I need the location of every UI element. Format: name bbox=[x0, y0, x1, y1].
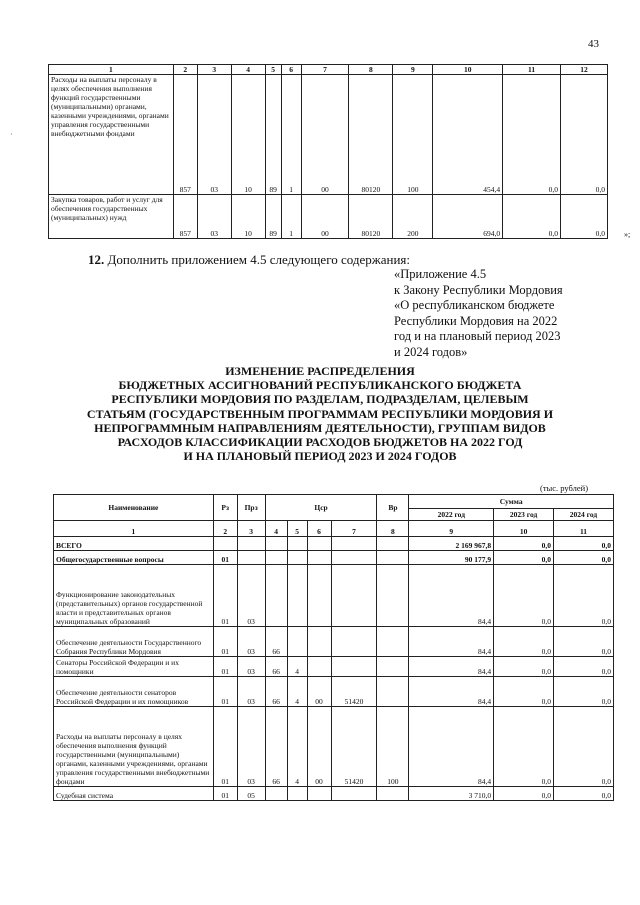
row-name: Сенаторы Российской Федерации и их помощники bbox=[54, 657, 214, 677]
cell: 1 bbox=[281, 195, 301, 239]
cell bbox=[265, 565, 287, 627]
cell: 0,0 bbox=[554, 787, 614, 801]
cell: 66 bbox=[265, 657, 287, 677]
cell: 0,0 bbox=[503, 75, 561, 195]
cell: 84,4 bbox=[409, 627, 494, 657]
col-header: 11 bbox=[503, 65, 561, 75]
col-number: 4 bbox=[265, 521, 287, 537]
row-name: Судебная система bbox=[54, 787, 214, 801]
cell bbox=[287, 627, 307, 657]
title-line: ИЗМЕНЕНИЕ РАСПРЕДЕЛЕНИЯ bbox=[225, 364, 415, 378]
appendix-line: «Приложение 4.5 bbox=[394, 267, 487, 281]
cell bbox=[265, 537, 287, 551]
header-2022: 2022 год bbox=[409, 509, 494, 521]
row-name: Обеспечение деятельности сенаторов Российской Федерации и их помощников bbox=[54, 677, 214, 707]
cell: 84,4 bbox=[409, 677, 494, 707]
col-number: 7 bbox=[331, 521, 377, 537]
cell: 03 bbox=[237, 565, 265, 627]
table-row bbox=[54, 677, 614, 707]
cell bbox=[331, 627, 377, 657]
appendix-line: Республики Мордовия на 2022 bbox=[394, 313, 558, 328]
title-line: РЕСПУБЛИКИ МОРДОВИЯ ПО РАЗДЕЛАМ, ПОДРАЗДЕЛАМ, ЦЕЛЕВЫМ bbox=[111, 392, 529, 407]
col-number: 8 bbox=[377, 521, 409, 537]
cell: 0,0 bbox=[494, 657, 554, 677]
cell: 454,4 bbox=[433, 75, 503, 195]
cell: 66 bbox=[265, 707, 287, 787]
col-number: 5 bbox=[287, 521, 307, 537]
cell bbox=[377, 627, 409, 657]
continued-table bbox=[48, 64, 608, 239]
cell: 0,0 bbox=[494, 627, 554, 657]
item-12-paragraph bbox=[88, 252, 410, 268]
budget-table bbox=[53, 494, 614, 801]
margin-mark: · bbox=[10, 130, 13, 139]
col-header: 3 bbox=[197, 65, 231, 75]
cell bbox=[377, 551, 409, 565]
cell bbox=[377, 787, 409, 801]
cell: 00 bbox=[301, 75, 349, 195]
cell bbox=[307, 565, 331, 627]
cell: 01 bbox=[213, 707, 237, 787]
cell: 10 bbox=[231, 195, 265, 239]
cell: 01 bbox=[213, 551, 237, 565]
cell: 0,0 bbox=[554, 677, 614, 707]
cell bbox=[213, 537, 237, 551]
table-row bbox=[54, 565, 614, 627]
appendix-line: «О республиканском бюджете bbox=[394, 298, 555, 312]
cell: 03 bbox=[237, 707, 265, 787]
closing-quote: »; bbox=[624, 230, 631, 239]
cell: 01 bbox=[213, 627, 237, 657]
col-number: 2 bbox=[213, 521, 237, 537]
row-name: ВСЕГО bbox=[54, 537, 214, 551]
cell: 01 bbox=[213, 565, 237, 627]
cell: 0,0 bbox=[503, 195, 561, 239]
cell: 84,4 bbox=[409, 657, 494, 677]
cell: 0,0 bbox=[494, 537, 554, 551]
cell bbox=[307, 627, 331, 657]
cell: 84,4 bbox=[409, 565, 494, 627]
cell: 200 bbox=[393, 195, 433, 239]
col-number: 9 bbox=[409, 521, 494, 537]
row-name: Функционирование законодательных (представительных) органов государственной власти и представительных органов муниципальных образований bbox=[54, 565, 214, 627]
cell bbox=[237, 537, 265, 551]
cell: 84,4 bbox=[409, 707, 494, 787]
col-header: 4 bbox=[231, 65, 265, 75]
cell bbox=[377, 677, 409, 707]
cell: 694,0 bbox=[433, 195, 503, 239]
col-number: 11 bbox=[554, 521, 614, 537]
col-header: 10 bbox=[433, 65, 503, 75]
cell bbox=[307, 551, 331, 565]
cell: 90 177,9 bbox=[409, 551, 494, 565]
title-line: И НА ПЛАНОВЫЙ ПЕРИОД 2023 И 2024 ГОДОВ bbox=[183, 449, 457, 464]
cell: 4 bbox=[287, 657, 307, 677]
cell: 0,0 bbox=[554, 537, 614, 551]
cell: 1 bbox=[281, 75, 301, 195]
title-line: БЮДЖЕТНЫХ АССИГНОВАНИЙ РЕСПУБЛИКАНСКОГО БЮДЖЕТА bbox=[118, 378, 522, 393]
appendix-line: и 2024 годов» bbox=[394, 344, 468, 359]
cell: 0,0 bbox=[554, 627, 614, 657]
cell bbox=[377, 537, 409, 551]
header-2023: 2023 год bbox=[494, 509, 554, 521]
cell: 0,0 bbox=[494, 707, 554, 787]
cell bbox=[287, 551, 307, 565]
cell bbox=[265, 787, 287, 801]
cell bbox=[307, 537, 331, 551]
col-header: 2 bbox=[173, 65, 197, 75]
cell bbox=[307, 657, 331, 677]
col-number-row bbox=[54, 521, 614, 537]
cell: 0,0 bbox=[494, 565, 554, 627]
header-prz: Прз bbox=[237, 495, 265, 521]
table-row bbox=[54, 787, 614, 801]
col-number: 3 bbox=[237, 521, 265, 537]
cell bbox=[287, 537, 307, 551]
table-row bbox=[49, 75, 608, 195]
header-tser: Цср bbox=[265, 495, 377, 521]
table-body bbox=[54, 537, 614, 801]
cell: 0,0 bbox=[554, 707, 614, 787]
cell: 03 bbox=[237, 657, 265, 677]
cell: 80120 bbox=[349, 195, 393, 239]
cell: 0,0 bbox=[554, 657, 614, 677]
cell: 100 bbox=[377, 707, 409, 787]
cell: 05 bbox=[237, 787, 265, 801]
title-line: СТАТЬЯМ (ГОСУДАРСТВЕННЫМ ПРОГРАММАМ РЕСПУБЛИКИ МОРДОВИЯ И bbox=[86, 406, 554, 421]
document-title bbox=[40, 364, 600, 463]
cell: 01 bbox=[213, 677, 237, 707]
cell bbox=[331, 787, 377, 801]
cell: 51420 bbox=[331, 677, 377, 707]
cell: 51420 bbox=[331, 707, 377, 787]
cell: 66 bbox=[265, 627, 287, 657]
cell bbox=[287, 565, 307, 627]
header-vr: Вр bbox=[377, 495, 409, 521]
cell: 0,0 bbox=[561, 75, 608, 195]
cell bbox=[287, 787, 307, 801]
table-row bbox=[54, 627, 614, 657]
cell bbox=[237, 551, 265, 565]
units-label: (тыс. рублей) bbox=[540, 483, 589, 493]
cell: 00 bbox=[301, 195, 349, 239]
cell: 66 bbox=[265, 677, 287, 707]
item-text: Дополнить приложением 4.5 следующего содержания: bbox=[107, 252, 410, 267]
cell: 01 bbox=[213, 787, 237, 801]
cell: 4 bbox=[287, 677, 307, 707]
cell: 01 bbox=[213, 657, 237, 677]
cell: 857 bbox=[173, 75, 197, 195]
col-header: 12 bbox=[561, 65, 608, 75]
appendix-line: к Закону Республики Мордовия bbox=[394, 282, 563, 297]
table-header-row bbox=[49, 65, 608, 75]
col-header: 6 bbox=[281, 65, 301, 75]
cell bbox=[377, 565, 409, 627]
title-line: РАСХОДОВ КЛАССИФИКАЦИИ РАСХОДОВ БЮДЖЕТОВ НА 2022 ГОД bbox=[117, 435, 523, 450]
col-number: 10 bbox=[494, 521, 554, 537]
table-row bbox=[54, 551, 614, 565]
table-row bbox=[49, 195, 608, 239]
cell: 89 bbox=[265, 75, 281, 195]
row-name: Расходы на выплаты персоналу в целях обеспечения выполнения функций государственными (муниципальными) органами, казенными учреждениями, органами управления государственными внебюджетными фондами bbox=[49, 75, 174, 195]
title-line: НЕПРОГРАММНЫМ НАПРАВЛЕНИЯМ ДЕЯТЕЛЬНОСТИ), ГРУППАМ ВИДОВ bbox=[94, 420, 546, 435]
cell bbox=[331, 537, 377, 551]
cell bbox=[331, 551, 377, 565]
table-row bbox=[54, 537, 614, 551]
cell bbox=[331, 657, 377, 677]
cell: 89 bbox=[265, 195, 281, 239]
cell: 4 bbox=[287, 707, 307, 787]
page-number: 43 bbox=[588, 38, 599, 50]
col-header: 7 bbox=[301, 65, 349, 75]
cell: 0,0 bbox=[494, 551, 554, 565]
cell: 100 bbox=[393, 75, 433, 195]
col-number: 1 bbox=[54, 521, 214, 537]
cell: 0,0 bbox=[494, 677, 554, 707]
cell: 0,0 bbox=[494, 787, 554, 801]
cell: 03 bbox=[197, 75, 231, 195]
cell bbox=[265, 551, 287, 565]
cell: 03 bbox=[197, 195, 231, 239]
cell bbox=[307, 787, 331, 801]
cell: 10 bbox=[231, 75, 265, 195]
cell: 00 bbox=[307, 677, 331, 707]
col-number: 6 bbox=[307, 521, 331, 537]
col-header: 1 bbox=[49, 65, 174, 75]
header-name: Наименование bbox=[54, 495, 214, 521]
cell: 0,0 bbox=[561, 195, 608, 239]
cell bbox=[377, 657, 409, 677]
cell: 03 bbox=[237, 627, 265, 657]
table-row bbox=[54, 657, 614, 677]
cell: 3 710,0 bbox=[409, 787, 494, 801]
cell: 0,0 bbox=[554, 551, 614, 565]
item-number: 12. bbox=[88, 252, 105, 267]
cell: 0,0 bbox=[554, 565, 614, 627]
row-name: Обеспечение деятельности Государственного Собрания Республики Мордовия bbox=[54, 627, 214, 657]
row-name: Закупка товаров, работ и услуг для обеспечения государственных (муниципальных) нужд bbox=[49, 195, 174, 239]
cell: 00 bbox=[307, 707, 331, 787]
appendix-reference bbox=[394, 267, 624, 360]
header-sum: Сумма bbox=[409, 495, 614, 509]
header-rz: Рз bbox=[213, 495, 237, 521]
col-header: 5 bbox=[265, 65, 281, 75]
table-row bbox=[54, 707, 614, 787]
col-header: 8 bbox=[349, 65, 393, 75]
col-header: 9 bbox=[393, 65, 433, 75]
cell: 80120 bbox=[349, 75, 393, 195]
table-header-row bbox=[54, 495, 614, 509]
appendix-line: год и на плановый период 2023 bbox=[394, 329, 561, 343]
cell: 2 169 967,8 bbox=[409, 537, 494, 551]
cell: 03 bbox=[237, 677, 265, 707]
cell bbox=[331, 565, 377, 627]
cell: 857 bbox=[173, 195, 197, 239]
row-name: Общегосударственные вопросы bbox=[54, 551, 214, 565]
row-name: Расходы на выплаты персоналу в целях обеспечения выполнения функций государственными (муниципальными) органами, казенными учреждениями, органами управления государственными внебюджетными фондами bbox=[54, 707, 214, 787]
header-2024: 2024 год bbox=[554, 509, 614, 521]
